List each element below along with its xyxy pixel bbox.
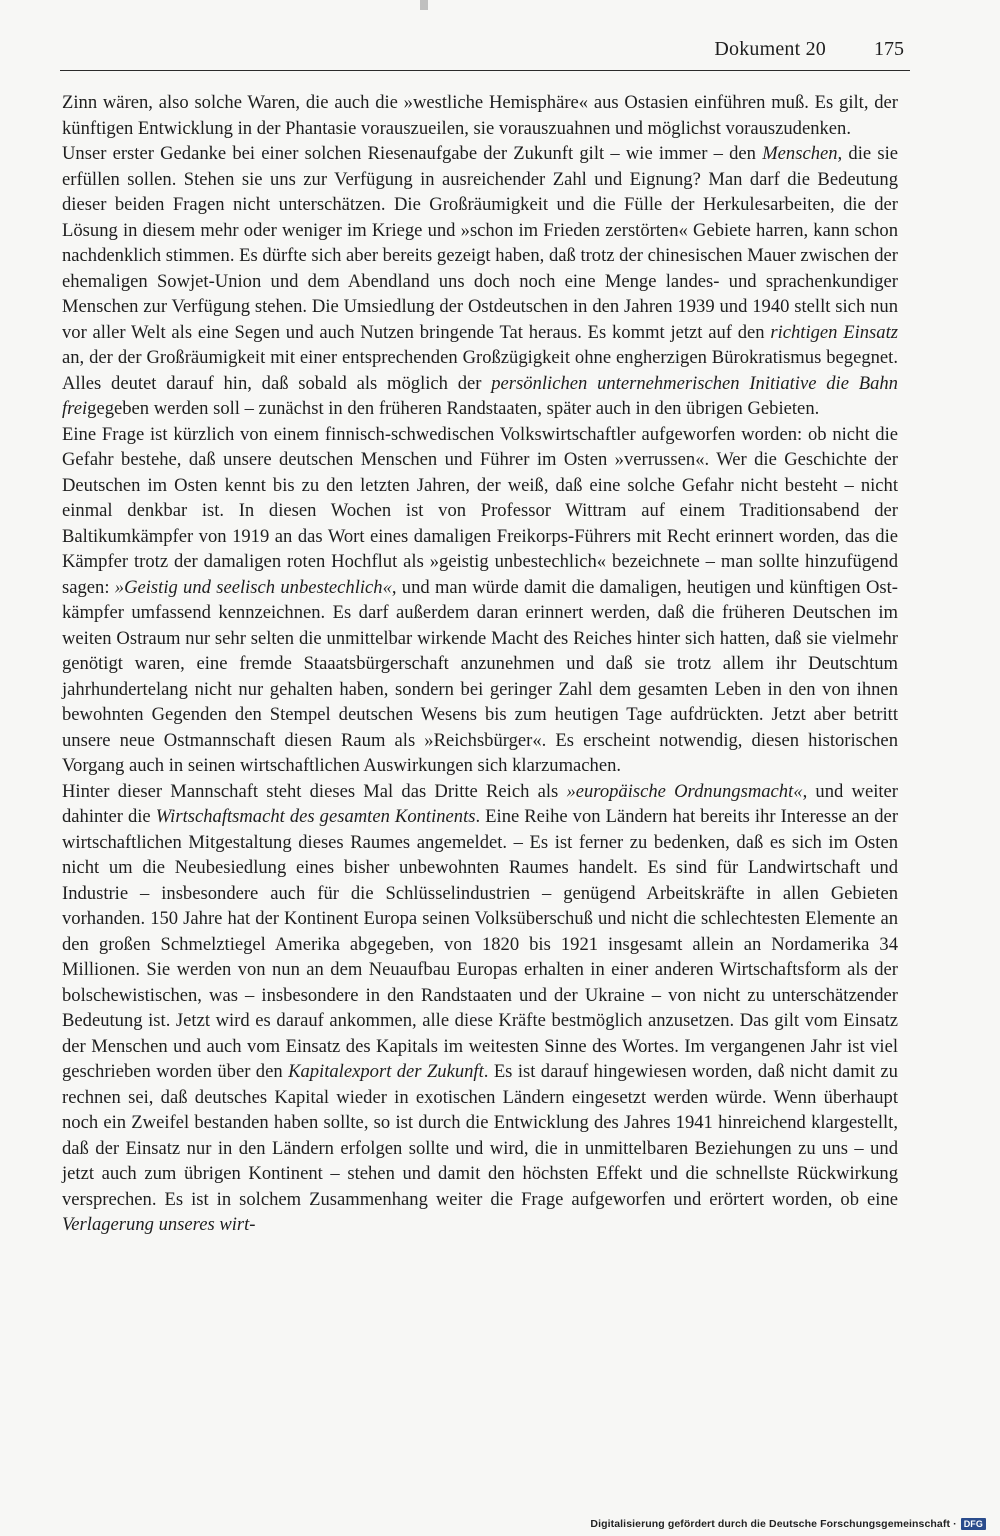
emphasis-text: Wirtschaftsmacht des gesamten Kontinents bbox=[155, 806, 476, 827]
emphasis-text: persönlichen unternehmerischen Initiative die Bahn frei bbox=[62, 372, 898, 419]
text-run: . Eine Reihe von Ländern hat bereits ihr Interesse an der wirtschaftlichen Mitgestaltung dieses Raumes angemeldet. – Es ist ferner zu bedenken, daß es sich im Osten nicht um die Neubesiedlung eines bisher unbewohnten Raumes handelt. Es sind für Landwirtschaft und Industrie – insbesondere auch für die Schlüsselindustrien – genügend Arbeitskräfte in allen Gebieten vorhanden. 150 Jahre hat der Kontinent Europa seinen Volksüberschuß und nicht die schlechtesten Elemente an den großen Schmelztiegel Amerika abgegeben, von 1820 bis 1921 insgesamt allein an Nordamerika 34 Millionen. Sie werden von nun an dem Neuaufbau Europas erhalten in einer anderen Wirtschaftsform als der bolschewistischen, was – insbesondere in den Randstaaten und der Ukraine – von nicht zu unterschätzender Bedeutung ist. Jetzt wird es darauf ankommen, alle diese Kräfte bestmöglich anzusetzen. Das gilt vom Einsatz der Menschen und auch vom Einsatz des Kapitals im weitesten Sinne des Wortes. Im vergangenen Jahr ist viel geschrieben worden über den bbox=[62, 806, 899, 1082]
text-run: an, der der Großräumigkeit mit einer entsprechenden Großzügigkeit ohne engherzigen Bürokratismus begegnet. Alles deutet darauf hin, daß sobald als möglich der bbox=[62, 347, 898, 394]
text-run: gegeben werden soll – zunächst in den früheren Randstaaten, später auch in den übrigen Gebieten. bbox=[87, 398, 820, 419]
emphasis-text: »Geistig und seelisch unbestechlich« bbox=[114, 576, 392, 598]
text-run: , und man würde damit die damaligen, heutigen und künftigen Ostkämpfer umfassend kennzeichnen. Es darf außerdem daran erinnert werden, daß die früheren Deutschen im weiten Ostraum nur sehr selten die unmittelbar wirkende Macht des Reiches hinter sich hatten, daß sie vielmehr genötigt waren, eine fremde Staaatsbürgerschaft anzunehmen und daß sie trotz allem ihr Deutschtum jahrhundertelang nicht nur gehalten haben, sondern bei geringer Zahl dem gesamten Leben in den von ihnen bewohnten Gegenden den Stempel deutschen Wesens bis zum heutigen Tage aufdrückten. Jetzt aber betritt unsere neue Ostmannschaft diesen Raum als »Reichsbürger«. Es erscheint notwendig, diesen historischen Vorgang auch in seinen wirtschaftlichen Auswirkungen sich klarzumachen. bbox=[62, 576, 898, 776]
paragraph bbox=[62, 779, 898, 1238]
body-text bbox=[62, 90, 898, 1238]
document-title: Dokument 20 bbox=[714, 38, 826, 60]
emphasis-text: richtigen Einsatz bbox=[770, 321, 898, 343]
emphasis-text: Verlagerung unseres wirt- bbox=[62, 1214, 256, 1235]
page-number: 175 bbox=[874, 38, 904, 60]
text-run: . Es ist darauf hingewiesen worden, daß nicht damit zu rechnen sei, daß deutsches Kapital wieder in exotischen Ländern eingesetzt werden würde. Wenn überhaupt noch ein Zweifel bestanden haben sollte, so ist durch die Entwicklung des Jahres 1941 hinreichend klargestellt, daß der Einsatz nur in den Ländern erfolgen sollte und wird, die in unmittelbaren Beziehungen zu uns – und jetzt auch zum übrigen Kontinent – stehen und damit den höchsten Effekt und die schnellste Rückwirkung versprechen. Es ist in solchem Zusammenhang weiter die Frage aufgeworfen und erörtert worden, ob eine bbox=[62, 1061, 898, 1210]
emphasis-text: Menschen, bbox=[762, 143, 843, 164]
paragraph bbox=[62, 422, 898, 779]
text-run: , und weiter dahinter die bbox=[62, 780, 898, 827]
text-run: die sie erfüllen sollen. Stehen sie uns zur Verfügung in ausreichender Zahl und Eignung? Man darf die Bedeutung dieser beiden Fragen nicht unterschätzen. Die Großräumigkeit und die Fülle der Herkulesarbeiten, die der Lösung in diesem mehr oder weniger im Kriege und »schon im Frieden zerstörten« Gebiete harren, kann schon nachdenklich stimmen. Es dürfte sich aber bereits gezeigt haben, daß trotz der chinesischen Mauer zwischen der ehemaligen Sowjet-Union und dem Abendland uns doch noch eine Menge landes- und sprachenkundiger Menschen zur Verfügung stehen. Die Umsiedlung der Ostdeutschen in den Jahren 1939 und 1940 stellt sich nun vor aller Welt als eine Segen und auch Nutzen bringende Tat heraus. Es kommt jetzt auf den bbox=[62, 143, 898, 343]
emphasis-text: Kapitalexport der Zukunft bbox=[288, 1061, 484, 1082]
text-run: Hinter dieser Mannschaft steht dieses Mal das Dritte Reich als bbox=[62, 780, 567, 802]
digitization-credit bbox=[590, 1518, 986, 1530]
scan-mark bbox=[420, 0, 428, 10]
paragraph bbox=[62, 141, 898, 422]
running-header bbox=[60, 36, 910, 71]
dfg-logo-icon: DFG bbox=[961, 1518, 986, 1530]
text-run: Unser erster Gedanke bei einer solchen Riesenaufgabe der Zukunft gilt – wie immer – den bbox=[62, 143, 763, 164]
credit-text: Digitalisierung gefördert durch die Deutsche Forschungsgemeinschaft · bbox=[590, 1518, 957, 1530]
emphasis-text: »europäische Ordnungsmacht« bbox=[566, 780, 803, 802]
text-run: Zinn wären, also solche Waren, die auch die »westliche Hemisphäre« aus Ostasien einführen muß. Es gilt, der künftigen Entwicklung in der Phantasie vorauszueilen, sie vorauszuahnen und möglichst vorauszudenken. bbox=[62, 92, 898, 139]
text-run: Eine Frage ist kürzlich von einem finnisch-schwedischen Volkswirtschaftler aufgeworfen worden: ob nicht die Gefahr bestehe, daß unsere deutschen Menschen und Führer im Osten »verrussen«. Wer die Geschichte der Deutschen im Osten kennt bis zu den letzten Jahren, der weiß, daß eine solche Gefahr nicht besteht – nicht einmal denkbar ist. In diesen Wochen ist von Professor Wittram auf einem Traditionsabend der Baltikumkämpfer von 1919 an das Wort eines damaligen Freikorps-Führers mit Recht erinnert worden, das die Kämpfer trotz der damaligen roten Hochflut als »geistig unbestechlich« bezeichnete – man sollte hinzufügend sagen: bbox=[62, 423, 898, 598]
paragraph bbox=[62, 90, 898, 141]
